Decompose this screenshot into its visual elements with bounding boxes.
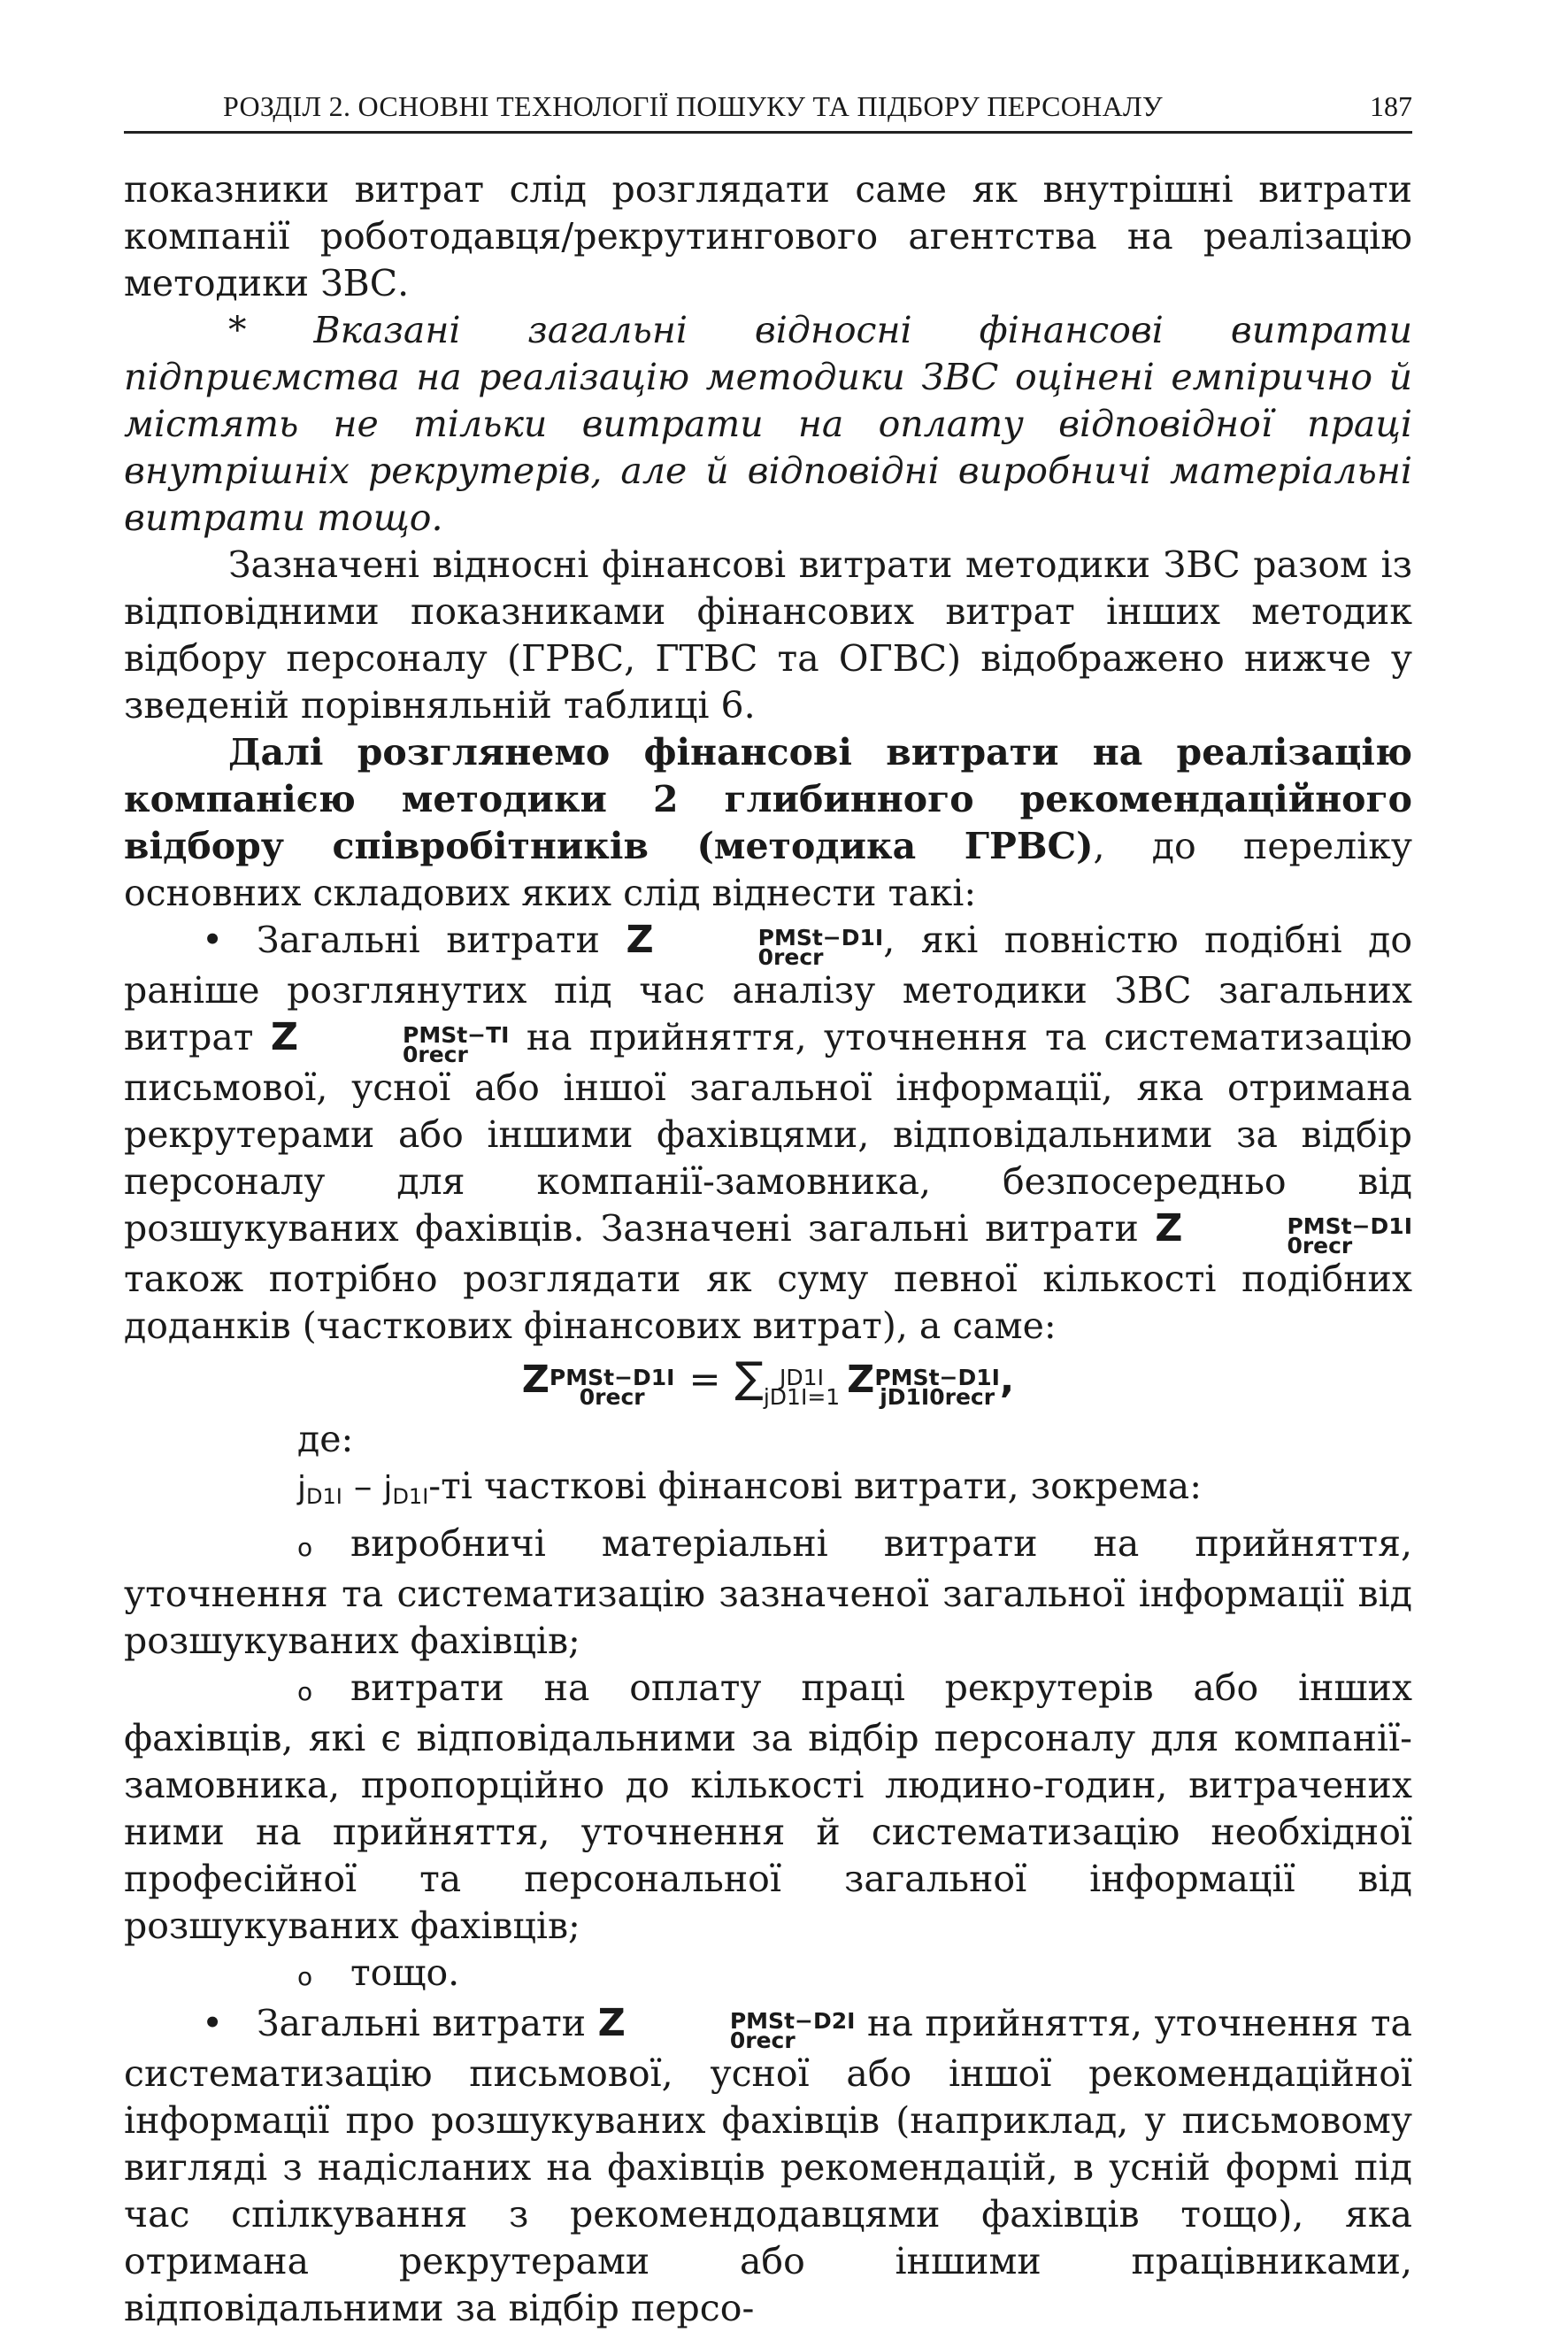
symbol-indices [549, 1365, 675, 1410]
bullet-item-2 [124, 2000, 1412, 2332]
sub-item-text: тощо. [350, 1951, 460, 1994]
bullet-text: на прийняття, уточнення та систематизацію письмової, усної або іншої рекомендаційної інформації про розшукуваних фахівців (наприклад, у письмовому вигляді з надісланих на фахівців рекомендацій, в усній формі під час спілкування з рекомендодавцями фахівців тощо), яка отримана рекрутерами або іншими працівниками, відповідальними за відбір персо- [124, 2002, 1413, 2329]
symbol-indices [1182, 1213, 1412, 1258]
formula-comma: , [999, 1358, 1015, 1402]
sub-bullet-marker: o [297, 1533, 313, 1562]
bullet-marker: • [202, 919, 224, 961]
chapter-title: РОЗДІЛ 2. ОСНОВНІ ТЕХНОЛОГІЇ ПОШУКУ ТА ПІДБОРУ ПЕРСОНАЛУ [223, 90, 1163, 122]
symbol-Z: Z [270, 1015, 298, 1059]
subscript: jD1I0recr [880, 1384, 995, 1410]
equals-sign: = [688, 1358, 721, 1402]
superscript: PMSt−D2I [729, 2008, 856, 2034]
subscript: 0recr [729, 2028, 796, 2053]
sub-bullet-marker: o [297, 1677, 313, 1706]
sub-item-text: витрати на оплату праці рекрутерів або інших фахівців, які є відповідальними за відбір персоналу для компанії-замовника, пропорційно до кількості людино-годин, витрачених ними на прийняття, уточнення й систематизацію необхідної професійної та персональної загальної інформації від розшукуваних фахівців; [124, 1666, 1412, 1947]
sub-item-text: виробничі матеріальні витрати на прийняття, уточнення та систематизацію зазначеної загальної інформації від розшукуваних фахівців; [124, 1522, 1412, 1662]
index-j-subscript: D1I [306, 1484, 342, 1509]
superscript: PMSt−D1I [757, 925, 884, 951]
bullet-text: Загальні витрати [257, 2002, 598, 2044]
symbol-Z: Z [1155, 1206, 1183, 1251]
bullet-text: , які повністю подібні до раніше розглянутих під час аналізу методики ЗВС загальних витрат [124, 919, 1413, 1058]
bullet-text: також потрібно розглядати як суму певної кількості подібних доданків (часткових фінансових витрат), а саме: [124, 1258, 1412, 1347]
paragraph-continuation: показники витрат слід розглядати саме як внутрішні витрати компанії роботодавця/рекрутингового агентства на реалізацію методики ЗВС. [124, 168, 1412, 304]
bold-lead: Далі розглянемо фінансові витрати на реалізацію компанією методики 2 глибинного рекомендаційного відбору співробітників (методика ГРВС) [124, 731, 1412, 867]
where-tail: -ті часткові фінансові витрати, зокрема: [428, 1465, 1203, 1507]
bullet-marker: • [202, 2002, 224, 2044]
sub-item-1 [124, 1520, 1412, 1665]
sub-bullet-marker: o [297, 1962, 313, 1991]
paragraph: Зазначені відносні фінансові витрати методики ЗВС разом із відповідними показниками фінансових витрат інших методик відбору персоналу (ГРВС, ГТВС та ОГВС) відображено нижче у зведеній порівняльній таблиці 6. [124, 543, 1412, 727]
where-definition [124, 1463, 1412, 1520]
symbol-Z: Z [847, 1358, 875, 1402]
superscript: PMSt−D1I [1287, 1213, 1412, 1239]
bullet-text: Загальні витрати [257, 919, 626, 961]
bullet-text: на прийняття, уточнення та систематизацію письмової, усної або іншої загальної інформації, яка отримана рекрутерами або іншими фахівцями, відповідальними за відбір персоналу для компанії-замовника, безпосередньо від розшукуваних фахівців. Зазначені загальні витрати [124, 1016, 1412, 1250]
index-j-subscript: D1I [392, 1484, 429, 1509]
sum-sign: ∑ [734, 1353, 764, 1403]
sub-item-2 [124, 1665, 1412, 1950]
paragraph-intro [124, 729, 1412, 917]
subscript: 0recr [403, 1042, 468, 1067]
superscript: PMSt−D1I [874, 1365, 1000, 1390]
superscript: PMSt−D1I [549, 1365, 675, 1390]
subscript: 0recr [1287, 1233, 1353, 1258]
index-j: j [297, 1470, 307, 1506]
bullet-item-1 [124, 917, 1412, 1350]
footnote-paragraph: * Вказані загальні відносні фінансові витрати підприємства на реалізацію методики ЗВС оцінені емпірично й містять не тільки витрати на оплату відповідної праці внутрішніх рекрутерів, але й відповідні виробничі матеріальні витрати тощо. [124, 309, 1412, 539]
symbol-Z: Z [597, 2001, 626, 2045]
where-text: де: [297, 1418, 354, 1460]
index-j: j [383, 1470, 393, 1506]
symbol-indices [654, 925, 884, 970]
sum-lower-limit: jD1I=1 [763, 1384, 841, 1410]
dash: – [342, 1465, 384, 1507]
page-number: 187 [1370, 90, 1412, 122]
sum-formula [124, 1353, 1412, 1410]
running-header [124, 89, 1412, 134]
subscript: 0recr [757, 944, 824, 970]
where-label [124, 1416, 1412, 1463]
subscript: 0recr [579, 1384, 645, 1410]
sub-item-3 [124, 1950, 1412, 2000]
page-body [124, 166, 1412, 2332]
paragraph-rest: , до переліку основних складових яких слід віднести такі: [124, 825, 1412, 914]
superscript: PMSt−TI [403, 1022, 510, 1048]
symbol-Z: Z [521, 1358, 550, 1402]
sum-limits [763, 1365, 841, 1410]
symbol-indices [874, 1365, 1000, 1410]
symbol-Z: Z [626, 918, 654, 962]
symbol-indices [626, 2008, 856, 2053]
sum-upper-limit: JD1I [780, 1365, 824, 1390]
symbol-indices [298, 1022, 510, 1067]
